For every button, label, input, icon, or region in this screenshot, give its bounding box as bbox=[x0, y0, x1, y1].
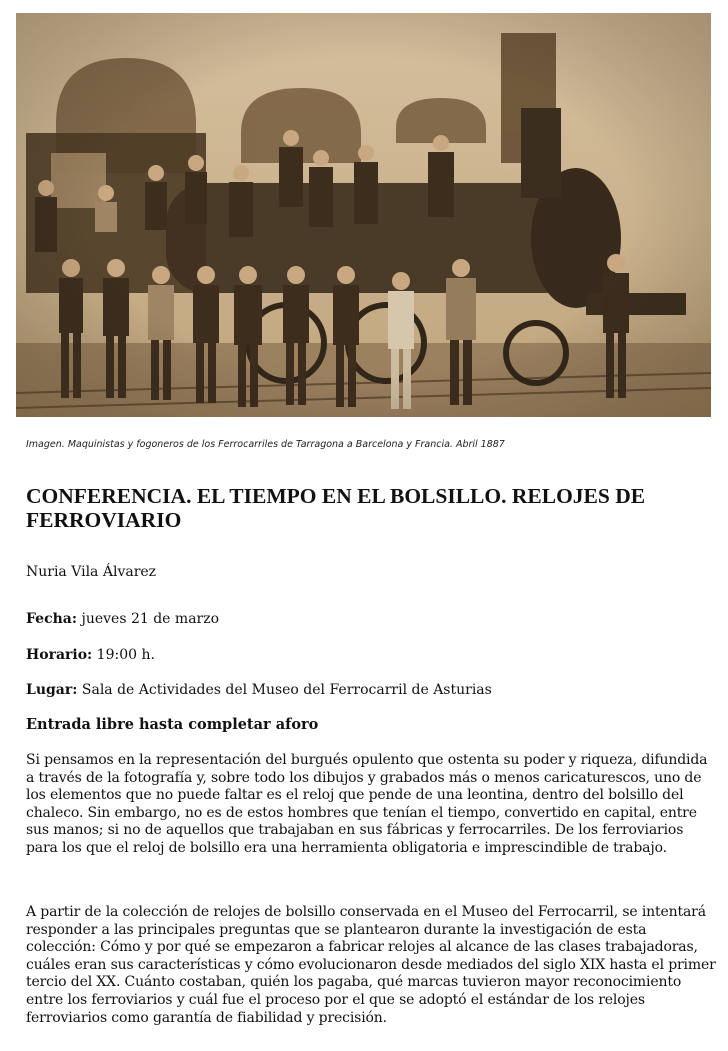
image-caption: Imagen. Maquinistas y fogoneros de los Ferrocarriles de Tarragona a Barcelona y Francia. Abril 1887 bbox=[26, 439, 505, 450]
location-label: Lugar: bbox=[26, 682, 78, 698]
event-date bbox=[26, 611, 219, 627]
historic-photo bbox=[16, 13, 711, 417]
location-value: Sala de Actividades del Museo del Ferrocarril de Asturias bbox=[77, 682, 492, 698]
time-label: Horario: bbox=[26, 647, 93, 663]
event-location bbox=[26, 682, 492, 698]
date-value: jueves 21 de marzo bbox=[77, 611, 220, 627]
date-label: Fecha: bbox=[26, 611, 78, 627]
paragraph-2: A partir de la colección de relojes de bolsillo conservada en el Museo del Ferrocarril, se intentará responder a las principales preguntas que se plantearon durante la investigación de esta colección: Cómo y por qué se empezaron a fabricar relojes al alcance de las clases trabajadoras, cuáles eran sus características y cómo evolucionaron desde mediados del siglo XIX hasta el primer tercio del XX. Cuánto costaban, quién los pagaba, qué marcas tuvieron mayor reconocimiento entre los ferroviarios y cuál fue el proceso por el que se adoptó el estándar de los relojes ferroviarios como garantía de fiabilidad y precisión. bbox=[26, 904, 716, 1026]
paragraph-1: Si pensamos en la representación del burgués opulento que ostenta su poder y riqueza, difundida a través de la fotografía y, sobre todo los dibujos y grabados más o menos caricaturescos, uno de los elementos que no puede faltar es el reloj que pende de una leontina, dentro del bolsillo del chaleco. Sin embargo, no es de estos hombres que tenían el tiempo, convertido en capital, entre sus manos; si no de aquellos que trabajaban en sus fábricas y ferrocarriles. De los ferroviarios para los que el reloj de bolsillo era una herramienta obligatoria e imprescindible de trabajo. bbox=[26, 752, 708, 856]
event-time bbox=[26, 647, 155, 663]
page-title: CONFERENCIA. EL TIEMPO EN EL BOLSILLO. RELOJES DE FERROVIARIO bbox=[26, 484, 646, 532]
photo-illustration bbox=[16, 13, 711, 417]
time-value: 19:00 h. bbox=[92, 647, 155, 663]
author-name: Nuria Vila Álvarez bbox=[26, 564, 157, 580]
free-entry-notice: Entrada libre hasta completar aforo bbox=[26, 716, 319, 733]
